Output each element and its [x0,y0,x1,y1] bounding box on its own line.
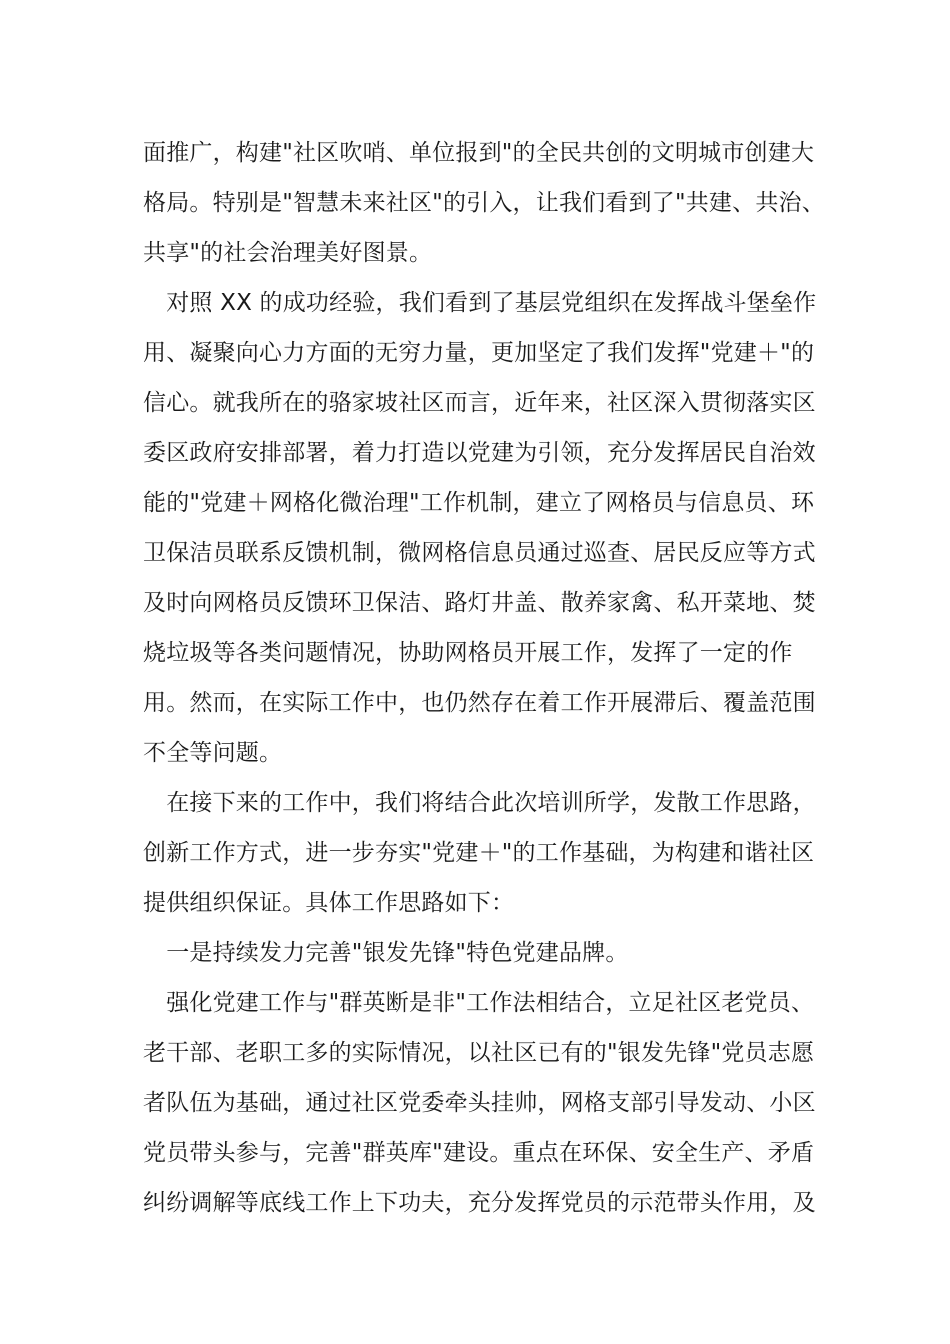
paragraph-3 [143,778,816,928]
section-heading-line: 一是持续发力完善"银发先锋"特色党建品牌。 [143,940,629,966]
text-line: 委区政府安排部署，着力打造以党建为引领，充分发挥居民自治效 [143,440,816,466]
document-body [143,128,825,1228]
text-line: 信心。就我所在的骆家坡社区而言，近年来，社区深入贯彻落实区 [143,390,816,416]
text-line: 卫保洁员联系反馈机制，微网格信息员通过巡查、居民反应等方式 [143,540,816,566]
text-line: 不全等问题。 [143,740,283,766]
text-line: 及时向网格员反馈环卫保洁、路灯井盖、散养家禽、私开菜地、焚 [143,590,816,616]
paragraph-1 [143,128,825,278]
text-line: 强化党建工作与"群英断是非"工作法相结合，立足社区老党员、 [143,990,815,1016]
text-line: 提供组织保证。具体工作思路如下： [143,890,515,916]
text-line: 老干部、老职工多的实际情况，以社区已有的"银发先锋"党员志愿 [143,1040,815,1066]
paragraph-2 [143,278,817,778]
text-line: 烧垃圾等各类问题情况，协助网格员开展工作，发挥了一定的作 [143,640,793,666]
text-line: 能的"党建＋网格化微治理"工作机制，建立了网格员与信息员、环 [143,490,815,516]
text-line: 格局。特别是"智慧未来社区"的引入，让我们看到了"共建、共治、 [143,190,825,216]
text-line: 用、凝聚向心力方面的无穷力量，更加坚定了我们发挥"党建＋"的 [143,340,815,366]
text-line: 用。然而，在实际工作中，也仍然存在着工作开展滞后、覆盖范围 [143,690,816,716]
text-line: 党员带头参与，完善"群英库"建设。重点在环保、安全生产、矛盾 [143,1140,815,1166]
text-line: 对照 XX 的成功经验，我们看到了基层党组织在发挥战斗堡垒作 [143,290,817,316]
text-line: 者队伍为基础，通过社区党委牵头挂帅，网格支部引导发动、小区 [143,1090,816,1116]
text-line: 共享"的社会治理美好图景。 [143,240,433,266]
paragraph-5 [143,978,816,1228]
text-line: 在接下来的工作中，我们将结合此次培训所学，发散工作思路， [143,790,816,816]
text-line: 纠纷调解等底线工作上下功夫，充分发挥党员的示范带头作用，及 [143,1190,816,1216]
text-line: 面推广，构建"社区吹哨、单位报到"的全民共创的文明城市创建大 [143,140,815,166]
text-line: 创新工作方式，进一步夯实"党建＋"的工作基础，为构建和谐社区 [143,840,815,866]
paragraph-4-heading [143,928,807,978]
